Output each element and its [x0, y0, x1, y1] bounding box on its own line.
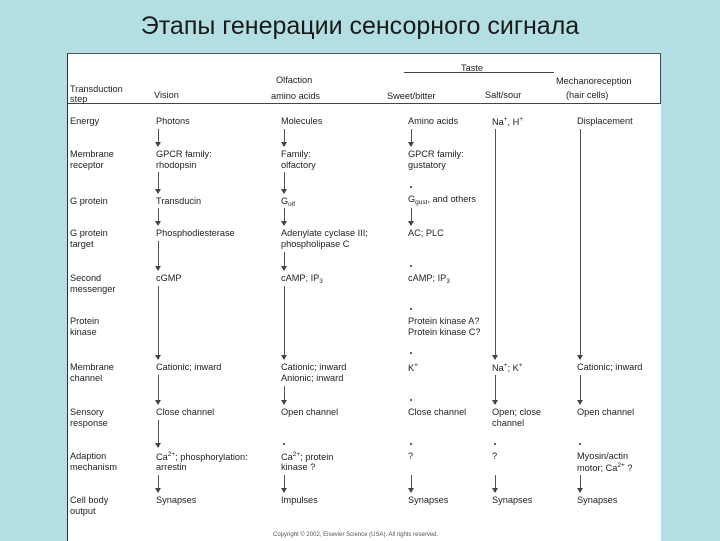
step-energy: Energy — [70, 116, 100, 126]
arrow-olfaction-5 — [284, 286, 285, 359]
arrow-olfaction-7 — [284, 475, 285, 492]
vision-energy: Photons — [156, 116, 190, 126]
dot-olfaction-adaption — [283, 443, 285, 445]
header-taste: Taste — [461, 63, 483, 73]
sweet-kinase-2: Protein kinase C? — [408, 327, 481, 337]
salt-output: Synapses — [492, 495, 533, 505]
header-step-line2: step — [70, 94, 88, 104]
header-mech-sub: (hair cells) — [566, 90, 609, 100]
step-response-2: response — [70, 418, 108, 428]
mech-energy: Displacement — [577, 116, 633, 126]
vision-channel: Cationic; inward — [156, 362, 222, 372]
step-adaption-2: mechanism — [70, 462, 117, 472]
vision-gprotein: Transducin — [156, 196, 202, 206]
sweet-gprotein: $G_{gust}$, and others — [408, 194, 476, 206]
dot-sweet-messenger — [410, 265, 412, 267]
olfaction-target-2: phospholipase C — [281, 239, 350, 249]
vision-output: Synapses — [156, 495, 197, 505]
salt-response-1: Open; close — [492, 407, 542, 417]
arrow-vision-7 — [158, 420, 159, 447]
dot-sweet-kinase — [410, 308, 412, 310]
step-messenger-2: messenger — [70, 284, 116, 294]
header-sweet: Sweet/bitter — [387, 91, 436, 101]
arrow-vision-2 — [158, 172, 159, 193]
header-salt: Salt/sour — [485, 90, 522, 100]
mech-channel: Cationic; inward — [577, 362, 643, 372]
header-vision: Vision — [154, 90, 179, 100]
vision-receptor-2: rhodopsin — [156, 160, 197, 170]
arrow-olfaction-3 — [284, 208, 285, 225]
arrow-mech-2 — [580, 375, 581, 404]
sweet-output: Synapses — [408, 495, 449, 505]
sweet-messenger: cAMP; $IP_3$ — [408, 273, 450, 285]
sweet-receptor-1: GPCR family: — [408, 149, 464, 159]
step-kinase-1: Protein — [70, 316, 100, 326]
step-channel-2: channel — [70, 373, 103, 383]
arrow-vision-4 — [158, 241, 159, 270]
sweet-kinase-1: Protein kinase A? — [408, 316, 480, 326]
arrow-vision-5 — [158, 286, 159, 359]
step-receptor-1: Membrane — [70, 149, 114, 159]
step-receptor-2: receptor — [70, 160, 104, 170]
arrow-olfaction-2 — [284, 172, 285, 193]
arrow-sweet-2 — [411, 208, 412, 225]
header-step-line1: Transduction — [70, 84, 123, 94]
dot-sweet-channel — [410, 352, 412, 354]
sweet-energy: Amino acids — [408, 116, 459, 126]
mech-response: Open channel — [577, 407, 635, 417]
sweet-adaption: ? — [408, 451, 414, 461]
dot-sweet-response — [410, 399, 412, 401]
mech-output: Synapses — [577, 495, 618, 505]
sweet-target: AC; PLC — [408, 228, 444, 238]
header-bottom-rule — [68, 103, 661, 104]
dot-sweet-adaption — [410, 443, 412, 445]
salt-response-2: channel — [492, 418, 525, 428]
olfaction-energy: Molecules — [281, 116, 323, 126]
step-adaption-1: Adaption — [70, 451, 107, 461]
arrow-vision-8 — [158, 475, 159, 492]
salt-adaption: ? — [492, 451, 498, 461]
olfaction-output: Impulses — [281, 495, 318, 505]
sweet-response: Close channel — [408, 407, 467, 417]
olfaction-target-1: Adenylate cyclase III; — [281, 228, 368, 238]
step-target-1: G protein — [70, 228, 108, 238]
step-channel-1: Membrane — [70, 362, 114, 372]
vision-response: Close channel — [156, 407, 215, 417]
arrow-salt-2 — [495, 375, 496, 404]
olfaction-messenger: cAMP; $IP_3$ — [281, 273, 323, 285]
dot-salt-adaption — [494, 443, 496, 445]
olfaction-receptor-2: olfactory — [281, 160, 316, 170]
olfaction-adaption-1: $Ca^{2+}$; protein — [281, 451, 334, 462]
mech-adaption-1: Myosin/actin — [577, 451, 629, 461]
vision-adaption-1: $Ca^{2+}$; phosphorylation: — [156, 451, 248, 462]
slide-title: Этапы генерации сенсорного сигнала — [140, 12, 580, 40]
arrow-salt-3 — [495, 475, 496, 492]
vision-adaption-2: arrestin — [156, 462, 187, 472]
olfaction-adaption-2: kinase ? — [281, 462, 316, 472]
olfaction-channel-1: Cationic; inward — [281, 362, 347, 372]
arrow-mech-3 — [580, 475, 581, 492]
arrow-olfaction-4 — [284, 252, 285, 270]
copyright-notice: Copyright © 2002, Elsevier Science (USA). All rights reserved. — [273, 532, 439, 538]
transduction-table — [67, 53, 661, 541]
olfaction-response: Open channel — [281, 407, 339, 417]
step-output-1: Cell body — [70, 495, 109, 505]
olfaction-channel-2: Anionic; inward — [281, 373, 344, 383]
arrow-sweet-3 — [411, 475, 412, 492]
header-right-rule — [660, 54, 661, 104]
olfaction-gprotein: $G_{olf}$ — [281, 196, 296, 208]
header-mechanoreception: Mechanoreception — [556, 76, 632, 86]
arrow-olfaction-6 — [284, 386, 285, 404]
arrow-salt-1 — [495, 129, 496, 359]
arrow-vision-6 — [158, 375, 159, 404]
salt-channel: Na+; K+ — [492, 362, 523, 373]
salt-energy: Na+, H+ — [492, 116, 524, 127]
dot-mech-adaption — [579, 443, 581, 445]
step-gprotein: G protein — [70, 196, 108, 206]
vision-messenger: cGMP — [156, 273, 182, 283]
vision-receptor-1: GPCR family: — [156, 149, 212, 159]
olfaction-receptor-1: Family: — [281, 149, 311, 159]
step-kinase-2: kinase — [70, 327, 97, 337]
arrow-vision-1 — [158, 129, 159, 146]
arrow-mech-1 — [580, 129, 581, 359]
arrow-vision-3 — [158, 208, 159, 225]
mech-adaption-2: motor; $Ca^{2+}$ ? — [577, 462, 633, 473]
header-olfaction: Olfaction — [276, 75, 313, 85]
sweet-receptor-2: gustatory — [408, 160, 446, 170]
step-response-1: Sensory — [70, 407, 104, 417]
vision-target: Phosphodiesterase — [156, 228, 235, 238]
arrow-sweet-1 — [411, 129, 412, 146]
sweet-channel: K+ — [408, 362, 418, 373]
dot-sweet-gprotein — [410, 186, 412, 188]
step-messenger-1: Second — [70, 273, 102, 283]
step-target-2: target — [70, 239, 94, 249]
arrow-olfaction-1 — [284, 129, 285, 146]
header-olfaction-sub: amino acids — [271, 91, 321, 101]
step-output-2: output — [70, 506, 96, 516]
